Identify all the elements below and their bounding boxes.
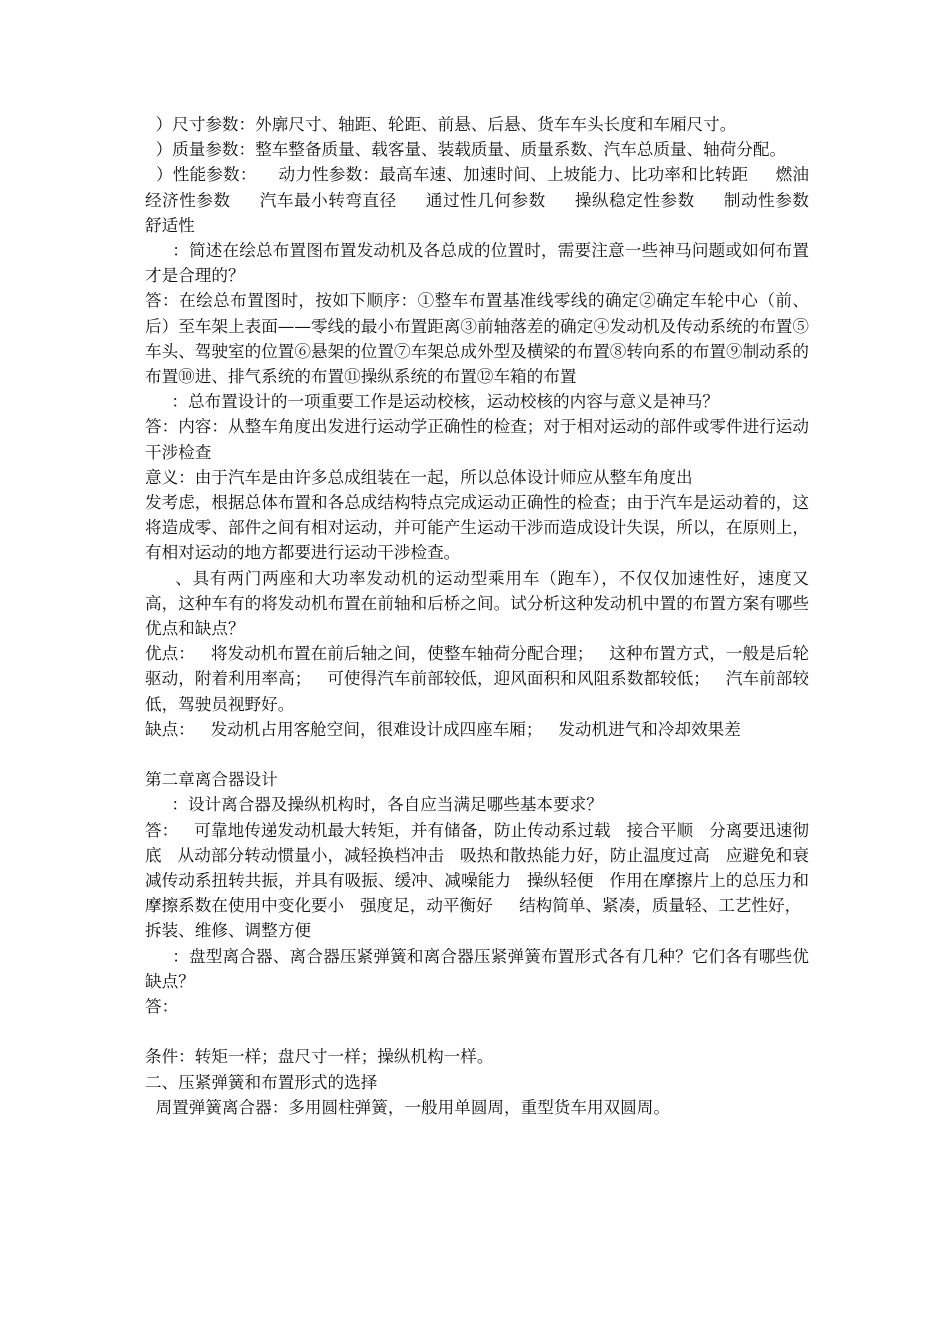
question-layout: ：简述在绘总布置图布置发动机及各总成的位置时，需要注意一些神马问题或如何布置才是合理的？ — [145, 241, 810, 286]
document-page — [145, 112, 836, 1120]
answer-motion-meaning-cont: 发考虑，根据总体布置和各总成结构特点完成运动正确性的检查；由于汽车是运动着的，这将造成零、部件之间有相对运动，并可能产生运动干涉而造成设计失误，所以，在原则上，有相对运动的地方都要进行运动干涉检查。 — [145, 493, 809, 563]
blank-line — [145, 1019, 809, 1044]
answer-clutch-requirements-cont: 拆装、维修、调整方便 — [145, 921, 311, 941]
question-motion-check: ：总布置设计的一项重要工作是运动校核，运动校核的内容与意义是神马？ — [145, 392, 719, 412]
advantages: 优点： 将发动机布置在前后轴之间，使整车轴荷分配合理； 这种布置方式，一般是后轮驱动，附着利用率高； 可使得汽车前部较低，迎风面积和风阻系数都较低； 汽车前部较低，驾驶员视野好。 — [145, 644, 809, 714]
conditions: 条件：转矩一样；盘尺寸一样；操纵机构一样。 — [145, 1047, 494, 1067]
question-clutch-types: ：盘型离合器、离合器压紧弹簧和离合器压紧弹簧布置形式各有几种？它们各有哪些优缺点？ — [145, 946, 810, 991]
question-mid-engine: 、具有两门两座和大功率发动机的运动型乘用车（跑车），不仅仅加速性好，速度又高，这种车有的将发动机布置在前轴和后桥之间。试分析这种发动机中置的布置方案有哪些优点和缺点？ — [145, 568, 810, 639]
question-clutch-requirements: ：设计离合器及操纵机构时，各自应当满足哪些基本要求？ — [145, 795, 603, 815]
answer-motion-meaning: 意义：由于汽车是由许多总成组装在一起，所以总体设计师应从整车角度出 — [145, 467, 693, 487]
answer-label: 答： — [145, 997, 179, 1017]
disadvantages: 缺点： 发动机占用客舱空间，很难设计成四座车厢； 发动机进气和冷却效果差 — [145, 719, 741, 739]
param-mass: ）质量参数：整车整备质量、载客量、装载质量、质量系数、汽车总质量、轴荷分配。 — [145, 140, 787, 160]
peripheral-spring-clutch: 周置弹簧离合器：多用圆柱弹簧，一般用单圆周，重型货车用双圆周。 — [145, 1097, 670, 1117]
blank-line — [145, 742, 809, 767]
param-performance: ）性能参数： 动力性参数：最高车速、加速时间、上坡能力、比功率和比转距 燃油经济性参数 汽车最小转弯直径 通过性几何参数 操纵稳定性参数 制动性参数 舒适性 — [145, 165, 836, 235]
param-size: ）尺寸参数：外廓尺寸、轴距、轮距、前悬、后悬、货车车头长度和车厢尺寸。 — [145, 115, 737, 134]
answer-motion-content: 答：内容：从整车角度出发进行运动学正确性的检查；对于相对运动的部件或零件进行运动干涉检查 — [145, 417, 809, 462]
section-heading-spring: 二、压紧弹簧和布置形式的选择 — [145, 1072, 378, 1092]
answer-layout: 答：在绘总布置图时，按如下顺序：①整车布置基准线零线的确定②确定车轮中心（前、后）至车架上表面——零线的最小布置距离③前轴落差的确定④发动机及传动系统的布置⑤车头、驾驶室的位置⑥悬架的位置⑦车架总成外型及横梁的布置⑧转向系的布置⑨制动系的布置⑩进、排气系统的布置⑪操纵系统的布置⑫车箱的布置 — [145, 291, 809, 387]
answer-clutch-requirements: 答： 可靠地传递发动机最大转矩，并有储备，防止传动系过载 接合平顺 分离要迅速彻底 从动部分转动惯量小，减轻换档冲击 吸热和散热能力好，防止温度过高 应避免和衰减传动系扭转共振，并具有吸振、缓冲、减噪能力 操纵轻便 作用在摩擦片上的总压力和摩擦系数在使用中变化要小 强度足，动平衡好 结构简单、紧凑，质量轻、工艺性好， — [145, 820, 809, 916]
chapter-heading: 第二章离合器设计 — [145, 770, 278, 790]
